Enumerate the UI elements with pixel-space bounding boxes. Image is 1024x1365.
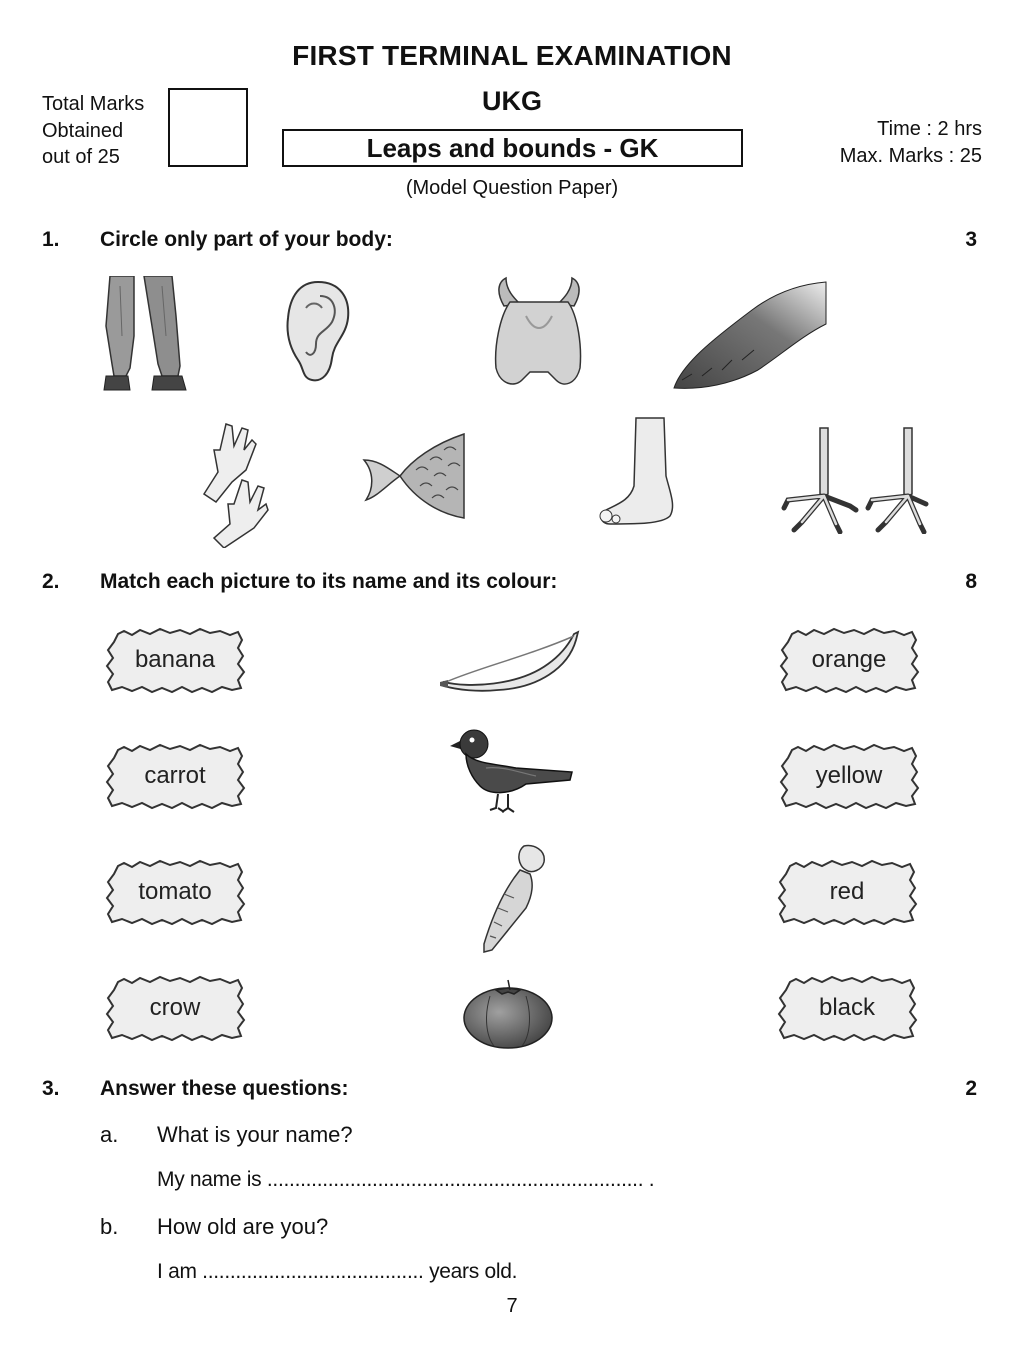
question-number: 1. <box>42 228 60 251</box>
question-text: Answer these questions: <box>100 1077 349 1100</box>
animal-head-horns-picture[interactable] <box>486 276 592 392</box>
question-number: 3. <box>42 1077 60 1100</box>
name-label: tomato <box>138 878 212 905</box>
max-marks: Max. Marks : 25 <box>839 145 982 167</box>
question-marks: 3 <box>965 228 977 251</box>
class-name: UKG <box>482 86 542 116</box>
time-and-marks <box>840 116 982 170</box>
question-number: 2. <box>42 570 60 593</box>
question-text: Match each picture to its name and its colour: <box>100 570 558 593</box>
name-card-tomato[interactable] <box>104 858 246 926</box>
colour-card-red[interactable] <box>776 858 918 926</box>
marks-label-line: Obtained <box>42 119 124 142</box>
fish-tail-picture[interactable] <box>360 430 466 522</box>
colour-label: black <box>818 994 876 1021</box>
carrot-picture[interactable] <box>474 844 552 954</box>
animal-tail-picture[interactable] <box>672 280 828 392</box>
marks-label-line: out of 25 <box>42 146 120 168</box>
name-card-crow[interactable] <box>104 974 246 1042</box>
question-marks: 8 <box>965 570 977 593</box>
colour-label: orange <box>811 646 887 673</box>
name-label: carrot <box>144 762 206 789</box>
question-text: Circle only part of your body: <box>100 228 393 251</box>
total-marks-label <box>42 91 172 171</box>
name-card-carrot[interactable] <box>104 742 246 810</box>
colour-card-yellow[interactable] <box>778 742 920 810</box>
colour-card-black[interactable] <box>776 974 918 1042</box>
name-label: banana <box>134 646 216 673</box>
paper-type: (Model Question Paper) <box>405 177 619 199</box>
question-marks: 2 <box>965 1077 977 1100</box>
animal-legs-hooves-picture[interactable] <box>100 276 192 396</box>
colour-label: red <box>829 878 865 905</box>
answer-line-age[interactable]: I am ........................................ years old. <box>157 1260 518 1283</box>
human-ear-picture[interactable] <box>282 278 354 384</box>
colour-card-orange[interactable] <box>778 626 920 694</box>
answer-line-name[interactable]: My name is .................................................................... . <box>157 1168 655 1191</box>
tomato-picture[interactable] <box>460 976 556 1050</box>
sub-question-letter: a. <box>100 1122 119 1147</box>
time-allowed: Time : 2 hrs <box>877 118 982 140</box>
exam-title: FIRST TERMINAL EXAMINATION <box>292 40 732 71</box>
banana-picture[interactable] <box>438 628 580 692</box>
colour-label: yellow <box>815 762 883 789</box>
marks-obtained-box[interactable] <box>168 88 248 167</box>
bird-feet-picture[interactable] <box>780 426 930 534</box>
page-number: 7 <box>506 1295 518 1317</box>
human-hands-picture[interactable] <box>196 420 272 548</box>
name-label: crow <box>149 994 201 1021</box>
marks-label-line: Total Marks <box>42 93 145 115</box>
name-card-banana[interactable] <box>104 626 246 694</box>
crow-picture[interactable] <box>446 724 574 814</box>
sub-question-text: What is your name? <box>157 1122 353 1147</box>
sub-question-text: How old are you? <box>157 1214 329 1239</box>
human-foot-picture[interactable] <box>596 416 678 528</box>
sub-question-letter: b. <box>100 1214 119 1239</box>
subject-title: Leaps and bounds - GK <box>282 129 743 167</box>
